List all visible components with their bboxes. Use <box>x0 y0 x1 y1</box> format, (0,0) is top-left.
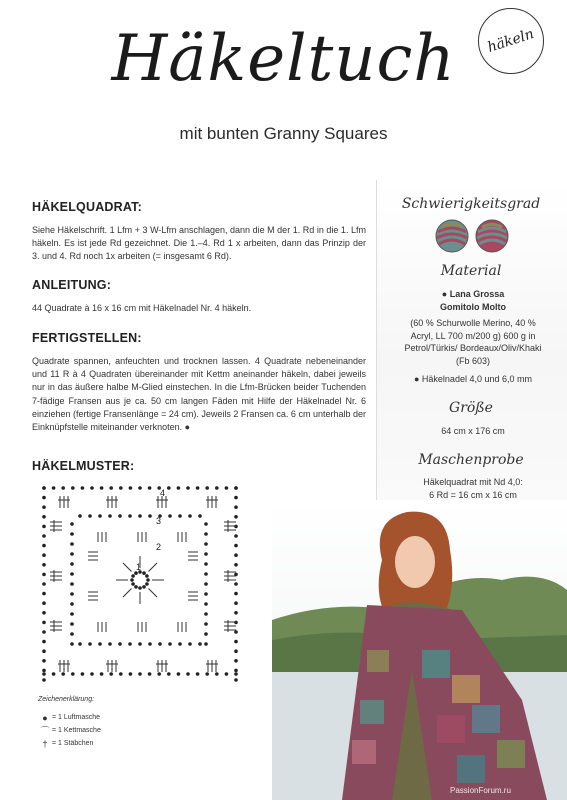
chain-dot <box>42 573 46 577</box>
yarn-ball-icon <box>474 218 510 254</box>
legend-label: = 1 Luftmasche <box>52 714 101 721</box>
chain-dot <box>204 572 208 576</box>
chain-dot <box>204 532 208 536</box>
chain-dot <box>90 672 94 676</box>
section-haekelmuster <box>32 459 366 473</box>
chain-dot <box>90 486 94 490</box>
chain-dot <box>204 592 208 596</box>
chain-dot <box>78 642 82 646</box>
chain-dot <box>70 582 74 586</box>
size-value: 64 cm x 176 cm <box>441 426 505 436</box>
chain-dot <box>234 669 238 673</box>
gauge-line: 6 Rd = 16 cm x 16 cm <box>429 489 517 500</box>
chain-dot <box>234 611 238 615</box>
chain-dot <box>42 553 46 557</box>
chain-dot <box>204 522 208 526</box>
section-heading: ANLEITUNG: <box>32 278 112 292</box>
stitch-mark <box>148 563 156 571</box>
symbol-legend <box>38 696 101 750</box>
chain-dot <box>61 486 65 490</box>
round-label-1: 1 <box>136 562 142 572</box>
chain-dot <box>134 585 138 589</box>
chain-dot <box>129 486 133 490</box>
chain-dot <box>196 672 200 676</box>
section-text: Quadrate spannen, anfeuchten und trocknen lassen. 4 Quadrate nebeneinander und 11 R à 4 Quadraten übereinander mit Kettm aneinander häkeln, dabei jeweils nur in das äußere halbe M-Glied einstechen. In die Lfm-Brücken beider Tuchenden 7-fädige Fransen aus je ca. 50 cm langen Fäden mit Hilfe der Häkelnadel Nr. 6 einziehen (fertige Fransenlänge = 24 cm). Jeweils 2 Fransen ca. 6 cm unterhalb der Einknüpfstelle miteinander verknoten. ● <box>32 356 366 433</box>
chain-dot <box>70 572 74 576</box>
chain-dot <box>118 514 122 518</box>
chain-dot <box>188 514 192 518</box>
chain-dot <box>70 542 74 546</box>
chain-dot <box>234 672 238 676</box>
chain-dot <box>108 642 112 646</box>
chain-dot <box>145 582 149 586</box>
chain-dot <box>157 672 161 676</box>
stitch-mark <box>148 588 156 596</box>
chain-dot <box>168 642 172 646</box>
chain-dot <box>186 672 190 676</box>
chain-dot <box>81 672 85 676</box>
chain-dot <box>42 563 46 567</box>
chain-dot <box>205 672 209 676</box>
chain-dot <box>70 642 74 646</box>
chain-dot <box>234 496 238 500</box>
chain-dot <box>131 582 135 586</box>
legend-label: = 1 Kettmasche <box>52 727 101 734</box>
material-block <box>380 288 566 386</box>
chain-dot <box>42 525 46 529</box>
section-fertigstellen <box>32 331 366 434</box>
chain-dot <box>131 574 135 578</box>
chain-dot <box>78 514 82 518</box>
chain-dot <box>42 534 46 538</box>
chain-dot <box>100 672 104 676</box>
chain-dot <box>81 486 85 490</box>
chain-dot <box>234 582 238 586</box>
chain-dot <box>178 642 182 646</box>
chain-dot <box>42 659 46 663</box>
chain-dot <box>234 553 238 557</box>
chain-dot <box>167 672 171 676</box>
chain-dot <box>225 672 229 676</box>
chain-dot <box>42 678 46 682</box>
chain-dot <box>88 514 92 518</box>
chain-dot <box>42 505 46 509</box>
chain-dot <box>109 672 113 676</box>
chain-dot <box>42 669 46 673</box>
chain-dot <box>138 514 142 518</box>
chain-dot <box>234 534 238 538</box>
chain-dot <box>70 532 74 536</box>
chain-dot <box>70 552 74 556</box>
chain-dot <box>146 578 150 582</box>
chain-dot <box>128 514 132 518</box>
section-heading: HÄKELMUSTER: <box>32 459 135 473</box>
chain-dot <box>70 562 74 566</box>
chain-dot <box>204 542 208 546</box>
chain-dot <box>205 486 209 490</box>
legend-item <box>38 737 101 750</box>
chain-dot <box>204 602 208 606</box>
chain-dot <box>42 601 46 605</box>
chain-dot <box>148 642 152 646</box>
legend-item <box>38 711 101 724</box>
chain-dot <box>204 562 208 566</box>
round-label-3: 3 <box>156 516 162 526</box>
chain-dot <box>109 486 113 490</box>
chain-dot <box>234 601 238 605</box>
chain-dot <box>100 486 104 490</box>
chain-dot <box>215 672 219 676</box>
chain-dot <box>225 486 229 490</box>
chain-dot <box>204 622 208 626</box>
double-crochet-icon: † <box>42 738 48 749</box>
chain-dot <box>128 642 132 646</box>
chain-dot <box>145 574 149 578</box>
section-haekelquadrat <box>32 200 366 264</box>
chain-dot <box>234 515 238 519</box>
crochet-chart <box>38 482 248 682</box>
chain-dot <box>234 640 238 644</box>
chain-dot <box>177 672 181 676</box>
chain-dot <box>142 571 146 575</box>
chain-dot <box>198 514 202 518</box>
chain-dot <box>178 514 182 518</box>
gauge-heading: Maschenprobe <box>418 452 524 468</box>
chain-dot <box>138 486 142 490</box>
chain-dot <box>148 486 152 490</box>
chain-dot <box>234 678 238 682</box>
chain-dot <box>70 592 74 596</box>
stitch-mark <box>123 563 131 571</box>
round-label-2: 2 <box>156 542 162 552</box>
chain-dot <box>61 672 65 676</box>
chain-dot <box>130 578 134 582</box>
chain-dot <box>158 642 162 646</box>
chain-dot <box>42 544 46 548</box>
chain-dot <box>142 585 146 589</box>
section-heading: FERTIGSTELLEN: <box>32 331 142 345</box>
chain-dot <box>71 672 75 676</box>
chain-dot <box>70 522 74 526</box>
chain-dot <box>42 630 46 634</box>
badge-label: häkeln <box>485 26 537 56</box>
round-label-4: 4 <box>160 488 166 498</box>
chain-dot <box>42 496 46 500</box>
chain-dot <box>198 642 202 646</box>
chain-stitch-icon: ● <box>42 712 48 723</box>
chain-dot <box>234 592 238 596</box>
chain-dot <box>129 672 133 676</box>
chain-dot <box>148 514 152 518</box>
stitch-mark <box>123 588 131 596</box>
legend-item <box>38 724 101 737</box>
chain-dot <box>70 622 74 626</box>
chain-dot <box>71 486 75 490</box>
chain-dot <box>138 642 142 646</box>
chain-dot <box>118 642 122 646</box>
chain-dot <box>52 486 56 490</box>
chain-dot <box>70 602 74 606</box>
chain-dot <box>138 672 142 676</box>
chain-dot <box>119 486 123 490</box>
chain-dot <box>196 486 200 490</box>
chain-dot <box>204 582 208 586</box>
model-photo <box>272 500 567 800</box>
material-heading: Material <box>440 263 502 279</box>
chain-dot <box>234 659 238 663</box>
section-text: 44 Quadrate à 16 x 16 cm mit Häkelnadel Nr. 4 häkeln. <box>32 303 252 313</box>
chain-dot <box>234 544 238 548</box>
chain-dot <box>42 672 46 676</box>
watermark: PassionForum.ru <box>450 786 511 795</box>
material-details: (60 % Schurwolle Merino, 40 % Acryl, LL 700 m/200 g) 600 g in Petrol/Türkis/ Bordeaux/Oliv/Khaki (Fb 603) <box>404 318 542 366</box>
slip-stitch-icon: ⌒ <box>40 726 50 736</box>
chain-dot <box>42 515 46 519</box>
section-text: Siehe Häkelschrift. 1 Lfm + 3 W-Lfm anschlagen, dann die M der 1. Rd in die 1. Lfm häkeln. Es ist jede Rd gezeichnet. Die 1.–4. Rd 1 x arbeiten, dann das Prinzip der 3. und 4. Rd noch 1x arbeiten (= insgesamt 6 Rd). <box>32 225 366 262</box>
chain-dot <box>177 486 181 490</box>
legend-label: = 1 Stäbchen <box>52 740 94 747</box>
gauge-block <box>380 476 566 501</box>
chain-dot <box>42 621 46 625</box>
chain-dot <box>42 582 46 586</box>
chain-dot <box>234 486 238 490</box>
section-anleitung <box>32 278 366 315</box>
yarn-ball-icon <box>434 218 470 254</box>
chain-dot <box>52 672 56 676</box>
material-product: Gomitolo Molto <box>440 301 506 312</box>
chain-dot <box>70 632 74 636</box>
chain-dot <box>234 649 238 653</box>
chain-dot <box>204 642 208 646</box>
chain-dot <box>188 642 192 646</box>
page-subtitle: mit bunten Granny Squares <box>179 124 388 143</box>
chain-dot <box>98 642 102 646</box>
chain-dot <box>108 514 112 518</box>
legend-title: Zeichenerklärung: <box>38 696 95 703</box>
size-heading: Größe <box>449 400 493 416</box>
chain-dot <box>215 486 219 490</box>
chain-dot <box>234 563 238 567</box>
chain-dot <box>234 505 238 509</box>
chain-dot <box>42 649 46 653</box>
difficulty-heading: Schwierigkeitsgrad <box>401 196 541 212</box>
chain-dot <box>70 612 74 616</box>
chain-dot <box>119 672 123 676</box>
page-title: Häkeltuch <box>111 22 456 96</box>
chain-dot <box>98 514 102 518</box>
chain-dot <box>138 586 142 590</box>
chain-dot <box>42 611 46 615</box>
chain-dot <box>88 642 92 646</box>
chain-dot <box>204 632 208 636</box>
chain-dot <box>167 486 171 490</box>
gauge-line: Häkelquadrat mit Nd 4,0: <box>423 477 523 487</box>
chain-dot <box>42 592 46 596</box>
chain-dot <box>204 552 208 556</box>
material-needle: ● Häkelnadel 4,0 und 6,0 mm <box>413 374 532 384</box>
material-brand: ● Lana Grossa <box>441 289 505 299</box>
chain-dot <box>148 672 152 676</box>
chain-dot <box>168 514 172 518</box>
chain-dot <box>204 612 208 616</box>
chain-dot <box>234 630 238 634</box>
chain-dot <box>42 486 46 490</box>
chain-dot <box>186 486 190 490</box>
chain-dot <box>42 640 46 644</box>
section-heading: HÄKELQUADRAT: <box>32 200 142 214</box>
